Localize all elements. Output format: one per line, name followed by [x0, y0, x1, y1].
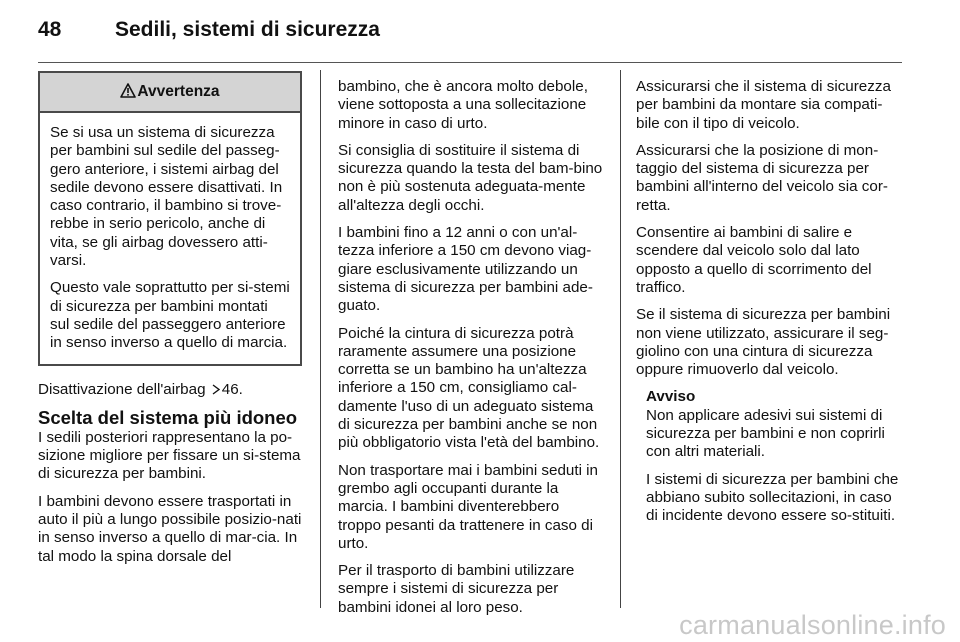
warning-header	[40, 73, 300, 113]
body-paragraph: I bambini devono essere trasportati in auto il più a lungo possibile posizio-nati in senso inverso a quello di mar-cia. In tal modo la spina dorsale del	[38, 492, 302, 565]
body-paragraph: I sedili posteriori rappresentano la po-sizione migliore per fissare un si-stema di sicurezza per bambini.	[38, 428, 301, 483]
column-left	[38, 71, 302, 575]
notice-block	[636, 388, 904, 525]
notice-title: Avviso	[646, 388, 696, 406]
column-right	[636, 78, 904, 535]
section-heading: Scelta del sistema più idoneo	[38, 406, 298, 428]
body-paragraph: Poiché la cintura di sicurezza potrà raramente assumere una posizione corretta se un bambino ha un'altezza inferiore a 150 cm, consigliamo cal-damente l'uso di un adeguato sistema di sicurezza per bambini anche se non più obbligatorio vista l'età del bambino.	[338, 324, 600, 452]
notice-paragraph: I sistemi di sicurezza per bambini che abbiano subito sollecitazioni, in caso di incidente devono essere so-stituiti.	[646, 470, 899, 525]
body-paragraph: Per il trasporto di bambini utilizzare sempre i sistemi di sicurezza per bambini idonei al loro peso.	[338, 562, 575, 616]
body-paragraph: Assicurarsi che la posizione di mon-taggio del sistema di sicurezza per bambini all'interno del veicolo sia cor-retta.	[636, 141, 888, 214]
column-divider	[620, 70, 621, 608]
body-paragraph: I bambini fino a 12 anni o con un'al-tezza inferiore a 150 cm devono viag-giare esclusivamente utilizzando un sistema di sicurezza per bambini ade-guato.	[338, 224, 593, 315]
airbag-reference-text: Disattivazione dell'airbag	[38, 380, 206, 398]
body-paragraph: Assicurarsi che il sistema di sicurezza per bambini da montare sia compati-bile con il tipo di veicolo.	[636, 78, 891, 132]
warning-box	[38, 71, 302, 366]
warning-triangle-icon	[120, 83, 136, 103]
page-reference-arrow-icon	[212, 382, 220, 400]
airbag-reference-page: 46.	[221, 380, 243, 398]
warning-title: Avvertenza	[137, 82, 220, 100]
warning-paragraph: Questo vale soprattutto per si-stemi di sicurezza per bambini montati sul sedile del passeggero anteriore in senso inverso a quello di marcia.	[50, 279, 290, 352]
header-rule	[38, 62, 902, 63]
column-divider	[320, 70, 321, 608]
page-number: 48	[38, 18, 62, 41]
watermark: carmanualsonline.info	[679, 610, 946, 640]
body-paragraph: Consentire ai bambini di salire e scendere dal veicolo solo dal lato opposto a quello di scorrimento del traffico.	[636, 224, 872, 296]
column-middle	[338, 78, 604, 626]
body-paragraph: Non trasportare mai i bambini seduti in grembo agli occupanti durante la marcia. I bambini diventerebbero troppo pesanti da trattenere in caso di urto.	[338, 461, 598, 552]
warning-body	[40, 113, 300, 364]
notice-paragraph: Non applicare adesivi sui sistemi di sicurezza per bambini e non coprirli con altri materiali.	[646, 406, 885, 461]
body-paragraph: Si consiglia di sostituire il sistema di sicurezza quando la testa del bam-bino non è più sostenuta adeguata-mente all'altezza degli occhi.	[338, 141, 603, 214]
airbag-reference	[38, 381, 302, 399]
warning-paragraph: Se si usa un sistema di sicurezza per bambini sul sedile del passeg-gero anteriore, i sistemi airbag del sedile devono essere disattivati. In caso contrario, il bambino si trove-rebbe in serio pericolo, anche di vita, se gli airbag dovessero atti-varsi.	[50, 124, 283, 270]
body-paragraph: bambino, che è ancora molto debole, viene sottoposta a una sollecitazione minore in caso di urto.	[338, 78, 588, 132]
body-paragraph: Se il sistema di sicurezza per bambini non viene utilizzato, assicurare il seg-giolino con una cintura di sicurezza oppure rimuoverlo dal veicolo.	[636, 306, 891, 379]
page-title: Sedili, sistemi di sicurezza	[115, 18, 380, 41]
